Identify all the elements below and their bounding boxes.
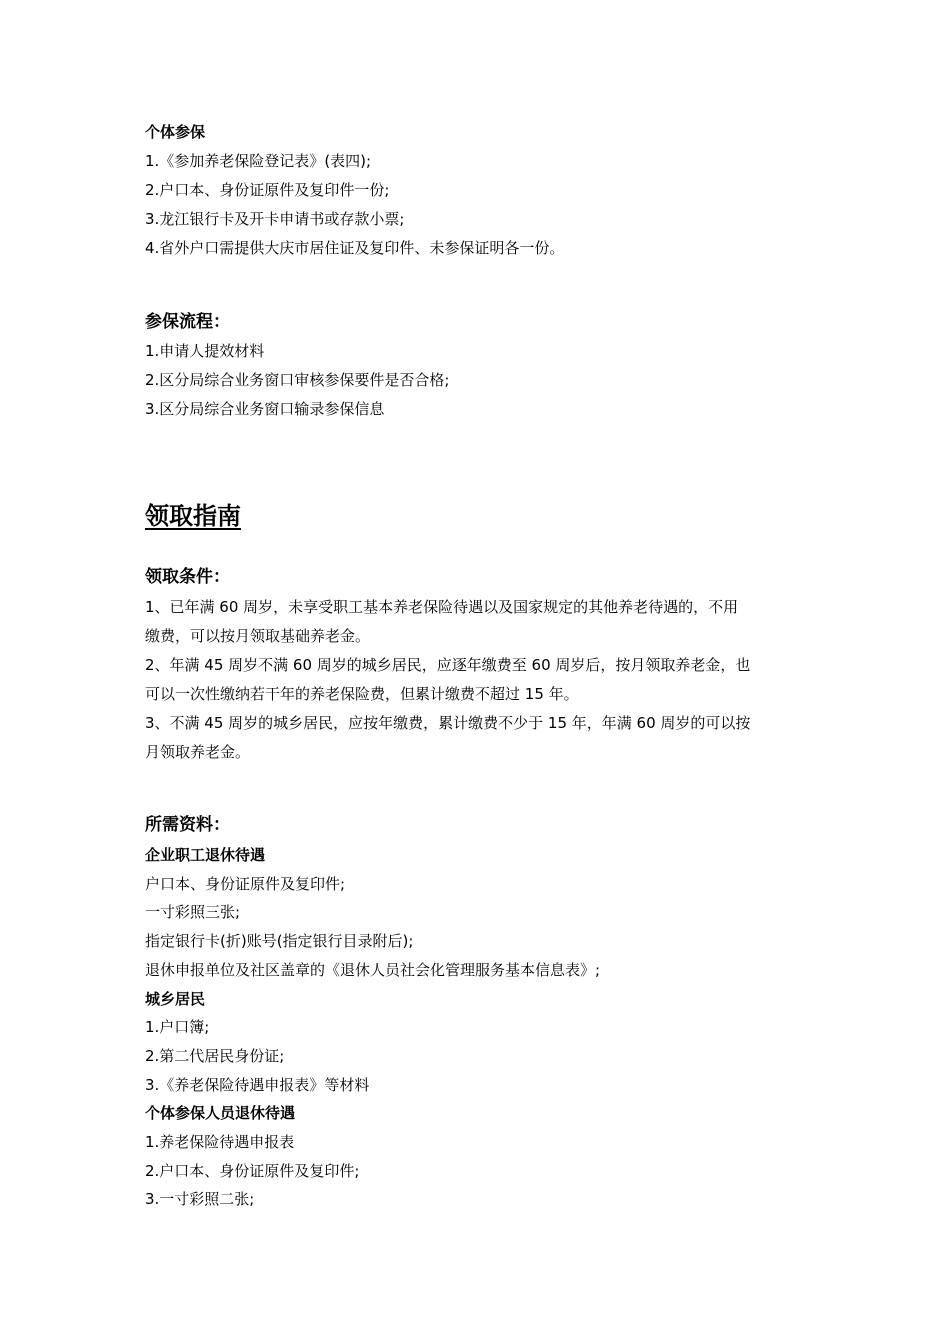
residents-item-2: 2.第二代居民身份证;: [145, 1047, 285, 1065]
individual-item-4: 4.省外户口需提供大庆市居住证及复印件、未参保证明各一份。: [145, 239, 565, 257]
individual-section-title: 个体参保: [145, 123, 206, 141]
individual-item-1: 1.《参加养老保险登记表》(表四);: [145, 152, 372, 170]
individual-item-3: 3.龙江银行卡及开卡申请书或存款小票;: [145, 210, 405, 228]
conditions-line-3: 2、年满 45 周岁不满 60 周岁的城乡居民，应逐年缴费至 60 周岁后，按月领取养老金，也: [145, 656, 751, 674]
conditions-line-1: 1、已年满 60 周岁，未享受职工基本养老保险待遇以及国家规定的其他养老待遇的，不用: [145, 598, 739, 616]
enterprise-item-4: 退休申报单位及社区盖章的《退休人员社会化管理服务基本信息表》;: [145, 961, 601, 979]
conditions-line-2: 缴费，可以按月领取基础养老金。: [145, 627, 371, 645]
residents-item-1: 1.户口簿;: [145, 1018, 210, 1036]
process-item-1: 1.申请人提效材料: [145, 342, 265, 360]
enterprise-item-3: 指定银行卡(折)账号(指定银行目录附后);: [145, 932, 414, 950]
residents-subsection-title: 城乡居民: [145, 990, 206, 1008]
individual-retirement-item-3: 3.一寸彩照二张;: [145, 1190, 255, 1208]
conditions-line-6: 月领取养老金。: [145, 743, 251, 761]
individual-retirement-item-1: 1.养老保险待遇申报表: [145, 1133, 295, 1151]
conditions-line-4: 可以一次性缴纳若干年的养老保险费，但累计缴费不超过 15 年。: [145, 685, 579, 703]
individual-retirement-item-2: 2.户口本、身份证原件及复印件;: [145, 1162, 360, 1180]
process-section-title: 参保流程：: [145, 312, 230, 332]
enterprise-subsection-title: 企业职工退休待遇: [145, 846, 266, 864]
process-item-2: 2.区分局综合业务窗口审核参保要件是否合格;: [145, 371, 450, 389]
guide-heading: 领取指南: [145, 502, 241, 530]
conditions-section-title: 领取条件：: [145, 567, 230, 587]
enterprise-item-1: 户口本、身份证原件及复印件;: [145, 875, 346, 893]
conditions-line-5: 3、不满 45 周岁的城乡居民，应按年缴费，累计缴费不少于 15 年，年满 60 周岁的可以按: [145, 714, 751, 732]
materials-section-title: 所需资料：: [145, 815, 230, 835]
individual-retirement-subsection-title: 个体参保人员退休待遇: [145, 1104, 296, 1122]
enterprise-item-2: 一寸彩照三张;: [145, 903, 241, 921]
process-item-3: 3.区分局综合业务窗口输录参保信息: [145, 400, 385, 418]
residents-item-3: 3.《养老保险待遇申报表》等材料: [145, 1076, 370, 1094]
individual-item-2: 2.户口本、身份证原件及复印件一份;: [145, 181, 390, 199]
